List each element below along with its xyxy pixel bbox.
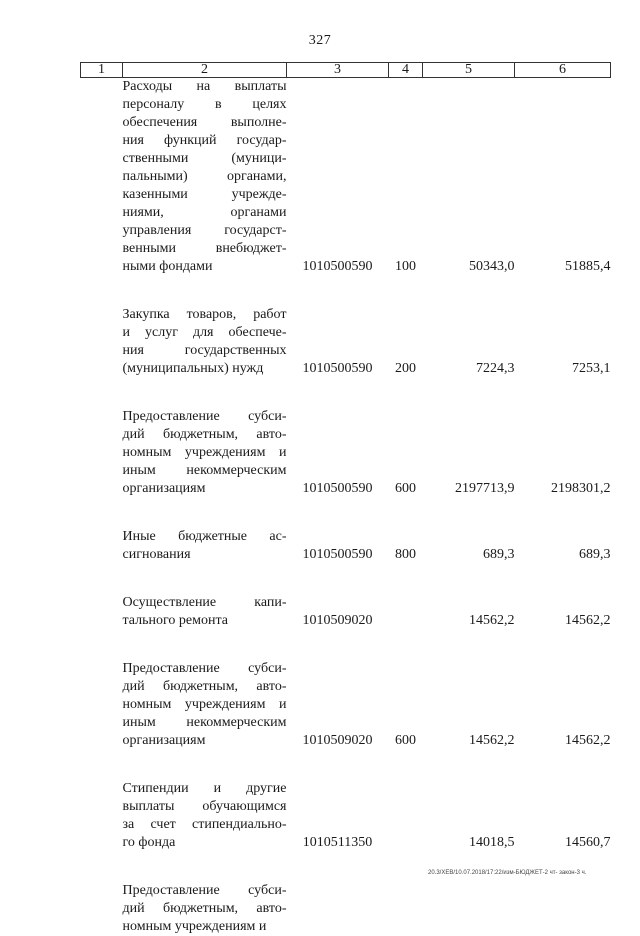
row-spacer-cell (81, 852, 611, 882)
table-row (81, 780, 611, 852)
target-article-code: 1010509020 (287, 660, 389, 750)
expense-type-code: 200 (389, 306, 423, 378)
column-header-3: 3 (287, 63, 389, 78)
description-line: Предоставление субси- (123, 408, 287, 426)
description-line: дий бюджетным, авто- (123, 678, 287, 696)
expense-type-code (389, 882, 423, 936)
expense-type-code: 100 (389, 78, 423, 277)
description-line: номным учреждениям и (123, 696, 287, 714)
row-number-cell (81, 660, 123, 750)
amount-year-1: 14018,5 (423, 780, 515, 852)
description-line: ния государственных (123, 342, 287, 360)
row-spacer (81, 630, 611, 660)
table-row (81, 882, 611, 936)
row-spacer (81, 750, 611, 780)
row-spacer-cell (81, 750, 611, 780)
row-spacer (81, 498, 611, 528)
description-line: ниями, органами (123, 204, 287, 222)
row-description (123, 882, 287, 936)
description-line: сигнования (123, 546, 287, 564)
description-line: Иные бюджетные ас- (123, 528, 287, 546)
amount-year-2: 2198301,2 (515, 408, 611, 498)
amount-year-1: 50343,0 (423, 78, 515, 277)
expense-type-code (389, 780, 423, 852)
expense-type-code: 600 (389, 660, 423, 750)
description-line: тального ремонта (123, 612, 287, 630)
description-line: (муниципальных) нужд (123, 360, 287, 378)
amount-year-1: 7224,3 (423, 306, 515, 378)
description-line: Расходы на выплаты (123, 78, 287, 96)
row-description-cell (123, 882, 287, 936)
description-line: организациям (123, 480, 287, 498)
row-spacer (81, 378, 611, 408)
table-body (81, 78, 611, 936)
row-description (123, 780, 287, 852)
row-number-cell (81, 408, 123, 498)
row-description-cell (123, 780, 287, 852)
table-row (81, 306, 611, 378)
row-description-cell (123, 408, 287, 498)
description-line: номным учреждениям и (123, 444, 287, 462)
description-line: персоналу в целях (123, 96, 287, 114)
table-row (81, 528, 611, 564)
row-description (123, 660, 287, 750)
row-spacer-cell (81, 564, 611, 594)
amount-year-2: 689,3 (515, 528, 611, 564)
description-line: Стипендии и другие (123, 780, 287, 798)
expense-type-code: 800 (389, 528, 423, 564)
row-description (123, 594, 287, 630)
amount-year-1: 14562,2 (423, 594, 515, 630)
amount-year-2 (515, 882, 611, 936)
description-line: и услуг для обеспече- (123, 324, 287, 342)
expense-type-code (389, 594, 423, 630)
row-spacer-cell (81, 498, 611, 528)
page-number: 327 (0, 33, 640, 49)
amount-year-2: 14560,7 (515, 780, 611, 852)
column-header-4: 4 (389, 63, 423, 78)
amount-year-1 (423, 882, 515, 936)
description-line: за счет стипендиально- (123, 816, 287, 834)
target-article-code (287, 882, 389, 936)
column-header-1: 1 (81, 63, 123, 78)
target-article-code: 1010500590 (287, 408, 389, 498)
row-spacer-cell (81, 276, 611, 306)
description-line: венными внебюджет- (123, 240, 287, 258)
description-line: иным некоммерческим (123, 462, 287, 480)
row-number-cell (81, 780, 123, 852)
description-line: ственными (муници- (123, 150, 287, 168)
description-line: выплаты обучающимся (123, 798, 287, 816)
row-description-cell (123, 594, 287, 630)
target-article-code: 1010500590 (287, 78, 389, 277)
description-line: го фонда (123, 834, 287, 852)
row-description-cell (123, 78, 287, 277)
row-spacer (81, 564, 611, 594)
row-spacer-cell (81, 378, 611, 408)
row-number-cell (81, 78, 123, 277)
description-line: Закупка товаров, работ (123, 306, 287, 324)
row-description (123, 528, 287, 564)
amount-year-1: 14562,2 (423, 660, 515, 750)
row-description (123, 306, 287, 378)
row-description-cell (123, 306, 287, 378)
row-number-cell (81, 594, 123, 630)
row-number-cell (81, 882, 123, 936)
description-line: Предоставление субси- (123, 660, 287, 678)
description-line: Предоставление субси- (123, 882, 287, 900)
row-number-cell (81, 306, 123, 378)
row-spacer-cell (81, 630, 611, 660)
table-row (81, 78, 611, 277)
row-description (123, 408, 287, 498)
description-line: казенными учрежде- (123, 186, 287, 204)
amount-year-2: 51885,4 (515, 78, 611, 277)
description-line: организациям (123, 732, 287, 750)
row-description-cell (123, 528, 287, 564)
row-number-cell (81, 528, 123, 564)
description-line: номным учреждениям и (123, 918, 287, 936)
row-spacer (81, 276, 611, 306)
column-header-2: 2 (123, 63, 287, 78)
amount-year-2: 14562,2 (515, 660, 611, 750)
description-line: ния функций государ- (123, 132, 287, 150)
column-header-5: 5 (423, 63, 515, 78)
table-row (81, 660, 611, 750)
amount-year-2: 14562,2 (515, 594, 611, 630)
amount-year-1: 2197713,9 (423, 408, 515, 498)
description-line: ными фондами (123, 258, 287, 276)
expense-type-code: 600 (389, 408, 423, 498)
column-header-6: 6 (515, 63, 611, 78)
description-line: иным некоммерческим (123, 714, 287, 732)
table-header (81, 63, 611, 78)
target-article-code: 1010500590 (287, 528, 389, 564)
table-row (81, 594, 611, 630)
target-article-code: 1010509020 (287, 594, 389, 630)
description-line: дий бюджетным, авто- (123, 900, 287, 918)
amount-year-1: 689,3 (423, 528, 515, 564)
target-article-code: 1010500590 (287, 306, 389, 378)
target-article-code: 1010511350 (287, 780, 389, 852)
document-footer: 20.3/ХЕВ/10.07.2018/17:22/изм-БЮДЖЕТ-2 чт- закон-3 ч. (428, 870, 586, 876)
row-spacer (81, 852, 611, 882)
description-line: Осуществление капи- (123, 594, 287, 612)
description-line: дий бюджетным, авто- (123, 426, 287, 444)
description-line: пальными) органами, (123, 168, 287, 186)
row-description (123, 78, 287, 276)
row-description-cell (123, 660, 287, 750)
table-row (81, 408, 611, 498)
description-line: управления государст- (123, 222, 287, 240)
amount-year-2: 7253,1 (515, 306, 611, 378)
description-line: обеспечения выполне- (123, 114, 287, 132)
budget-table (80, 62, 611, 936)
